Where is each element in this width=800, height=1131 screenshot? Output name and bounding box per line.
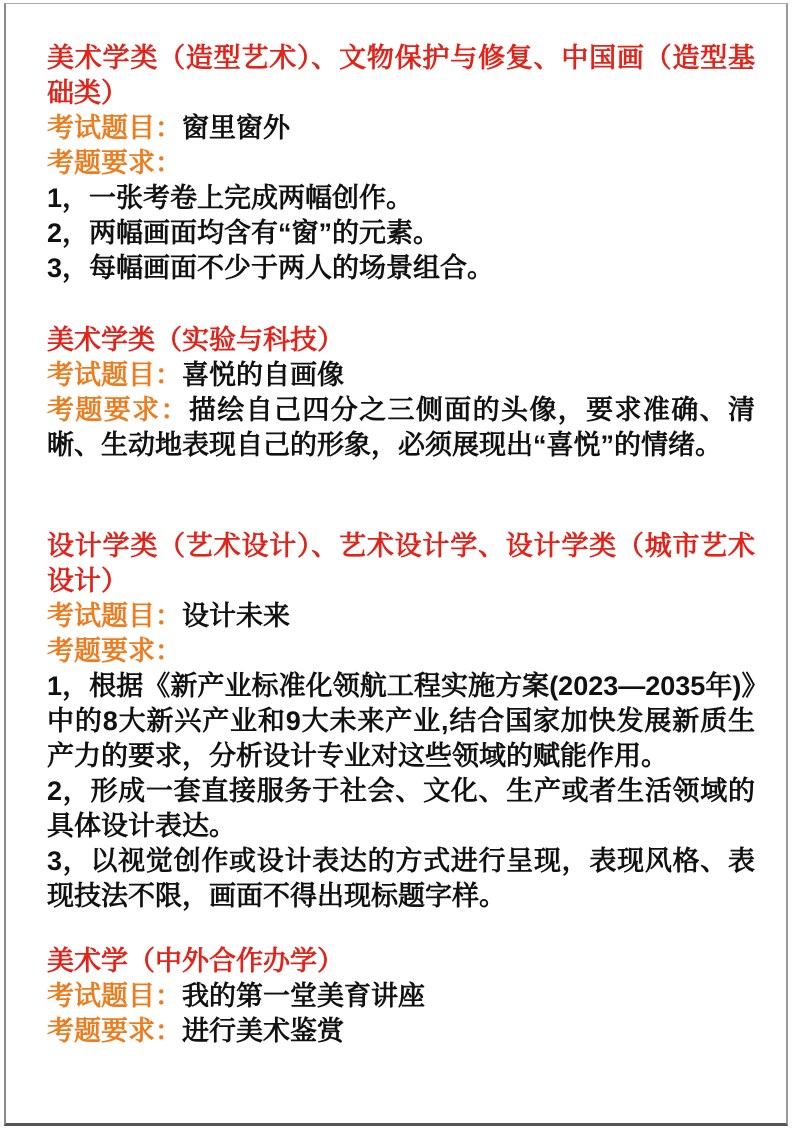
requirements-label: 考题要求： <box>47 636 182 666</box>
section-design <box>47 529 755 914</box>
exam-title-line <box>47 358 755 393</box>
exam-title-line <box>47 111 755 146</box>
exam-title-value: 设计未来 <box>182 601 290 631</box>
exam-title-label: 考试题目： <box>47 981 182 1011</box>
requirements-label: 考题要求： <box>47 148 182 178</box>
requirements-label-line <box>47 634 755 669</box>
exam-title-line <box>47 599 755 634</box>
section-heading: 美术学类（造型艺术）、文物保护与修复、中国画（造型基础类） <box>47 43 755 108</box>
requirements-label: 考题要求： <box>47 395 189 425</box>
requirement-item: 1，一张考卷上完成两幅创作。 <box>47 183 414 213</box>
requirements-label-line <box>47 146 755 181</box>
document-content <box>47 41 755 1049</box>
exam-title-label: 考试题目： <box>47 113 182 143</box>
requirement-item: 3，以视觉创作或设计表达的方式进行呈现，表现风格、表现技法不限，画面不得出现标题字样。 <box>47 846 755 911</box>
section-heading: 美术学类（实验与科技） <box>47 325 344 355</box>
requirement-item: 2，形成一套直接服务于社会、文化、生产或者生活领域的具体设计表达。 <box>47 776 755 841</box>
exam-title-value: 窗里窗外 <box>182 113 290 143</box>
requirement-item: 3，每幅画面不少于两人的场景组合。 <box>47 253 495 283</box>
section-fine-arts-experiment-tech <box>47 323 755 463</box>
requirement-item: 1，根据《新产业标准化领航工程实施方案(2023—2035年)》中的8大新兴产业和9大未来产业,结合国家加快发展新质生产力的要求，分析设计专业对这些领域的赋能作用。 <box>47 671 755 771</box>
requirements-line <box>47 1014 755 1049</box>
requirements-intro: 描绘自己四分之三侧面的头像，要求准确、清晰、生动地表现自己的形象，必须展现出“喜悦”的情绪。 <box>47 395 755 460</box>
section-fine-arts-sino-foreign <box>47 944 755 1049</box>
section-fine-arts-modeling <box>47 41 755 286</box>
exam-title-value: 我的第一堂美育讲座 <box>182 981 425 1011</box>
requirements-intro: 进行美术鉴赏 <box>182 1016 344 1046</box>
requirement-item: 2，两幅画面均含有“窗”的元素。 <box>47 218 441 248</box>
exam-title-value: 喜悦的自画像 <box>182 360 344 390</box>
exam-title-line <box>47 979 755 1014</box>
requirements-line <box>47 393 755 463</box>
section-heading: 美术学（中外合作办学） <box>47 946 344 976</box>
exam-title-label: 考试题目： <box>47 601 182 631</box>
requirements-label: 考题要求： <box>47 1016 182 1046</box>
exam-title-label: 考试题目： <box>47 360 182 390</box>
document-page <box>4 3 788 1126</box>
section-heading: 设计学类（艺术设计）、艺术设计学、设计学类（城市艺术设计） <box>47 531 755 596</box>
